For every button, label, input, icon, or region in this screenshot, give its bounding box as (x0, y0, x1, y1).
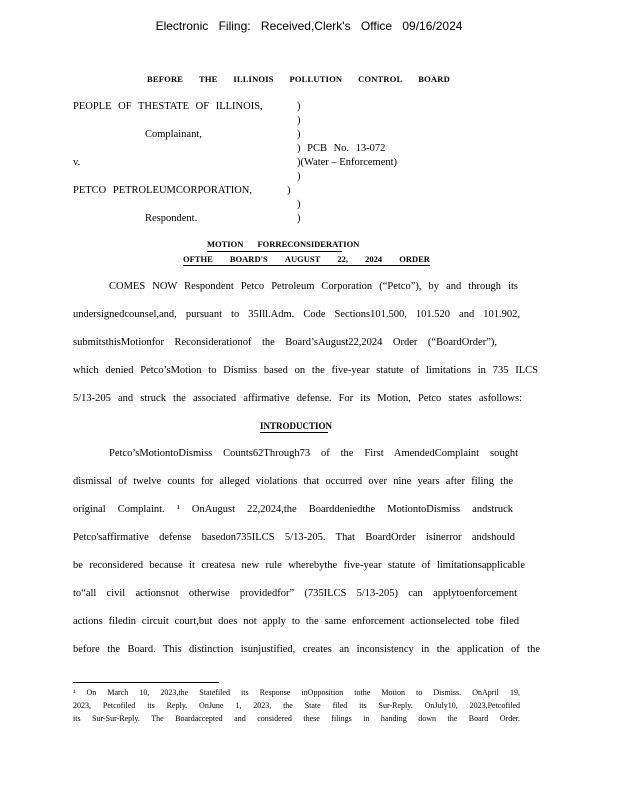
motion-subtitle-word: 2024 (365, 254, 383, 264)
board-title-word: BEFORE (147, 74, 184, 84)
caption-paren: ) (287, 185, 291, 196)
caption-case-type: )(Water – Enforcement) (297, 157, 398, 168)
caption-versus: v. (73, 157, 81, 168)
footnote-line: ¹ On March 10, 2023,the Statefiled its Response inOpposition tothe Motion to Dismiss. OnApril 19, (73, 688, 520, 697)
board-title-word: CONTROL (358, 74, 403, 84)
board-title-word: POLLUTION (289, 74, 343, 84)
paragraph2-line: Petco'saffirmative defense basedon735ILCS 5/13-205. That BoardOrder isinerror andshould (73, 532, 515, 543)
motion-subtitle-word: ORDER (399, 254, 430, 264)
paragraph1-line: COMES NOW Respondent Petco Petroleum Corporation (“Petco”), by and through its (109, 281, 518, 292)
caption-paren: ) (297, 213, 301, 224)
footnote-line: 2023, Petcofiled its Reply. OnJune 1, 2023, the State filed its Sur-Reply. OnJuly10, 2023,Petcofiled (73, 701, 520, 710)
caption-party-petco: PETCO PETROLEUMCORPORATION, (73, 185, 253, 196)
paragraph2-line: Petco’sMotiontoDismiss Counts62Through73 of the First AmendedComplaint sought (109, 448, 518, 459)
motion-subtitle-word: AUGUST (284, 254, 321, 264)
footnote-separator (73, 682, 219, 683)
caption-paren: ) (297, 115, 301, 126)
board-title-word: ILLINOIS (233, 74, 274, 84)
paragraph1-line: submitsthisMotionfor Reconsiderationof the Board’sAugust22,2024 Order (“BoardOrder”), (73, 337, 497, 348)
motion-subtitle (183, 254, 430, 266)
caption-paren: ) (297, 101, 301, 112)
paragraph1-line: which denied Petco’sMotion to Dismiss based on the five-year statute of limitations in 735 ILCS (73, 365, 538, 376)
board-title (147, 74, 450, 84)
caption-paren: ) (297, 171, 301, 182)
motion-subtitle-word: OFTHE (183, 254, 213, 264)
paragraph1-line: 5/13-205 and struck the associated affirmative defense. For its Motion, Petco states asfollows: (73, 393, 522, 404)
caption-paren: ) (297, 199, 301, 210)
caption-respondent: Respondent. (145, 213, 198, 224)
efiling-header: Electronic Filing: Received,Clerk's Office 09/16/2024 (155, 19, 463, 33)
motion-subtitle-word: BOARD'S (229, 254, 268, 264)
paragraph2-line: original Complaint. ¹ OnAugust 22,2024,the Boarddeniedthe MotiontoDismiss andstruck (73, 504, 513, 515)
footnote-line: its Sur-Sur-Reply. The Boardaccepted and considered these filings in handing down the Board Order. (73, 714, 520, 723)
introduction-heading: INTRODUCTION (260, 421, 333, 431)
paragraph2-line: be reconsidered because it createsa new rule wherebythe five-year statute of limitationsapplicable (73, 560, 525, 571)
paragraph2-line: before the Board. This distinction isunjustified, creates an inconsistency in the application of the (73, 644, 540, 655)
paragraph2-line: dismissal of twelve counts for alleged violations that occurred over nine years after filing the (73, 476, 513, 487)
title-underline (207, 251, 342, 252)
motion-title: MOTION FORRECONSIDERATION (207, 239, 360, 249)
motion-subtitle-word: 22, (337, 254, 348, 264)
caption-case-number: ) PCB No. 13-072 (297, 143, 386, 154)
paragraph1-line: undersignedcounsel,and, pursuant to 35Ill.Adm. Code Sections101.500, 101.520 and 101.902, (73, 309, 520, 320)
paragraph2-line: actions filedin circuit court,but does not apply to the same enforcement actionselected tobe filed (73, 616, 519, 627)
paragraph2-line: to“all civil actionsnot otherwise providedfor” (735ILCS 5/13-205) can applytoenforcement (73, 588, 517, 599)
caption-complainant: Complainant, (145, 129, 202, 140)
board-title-word: THE (198, 74, 218, 84)
board-title-word: BOARD (418, 74, 450, 84)
caption-paren: ) (297, 129, 301, 140)
caption-party-people: PEOPLE OF THESTATE OF ILLINOIS, (73, 101, 263, 112)
